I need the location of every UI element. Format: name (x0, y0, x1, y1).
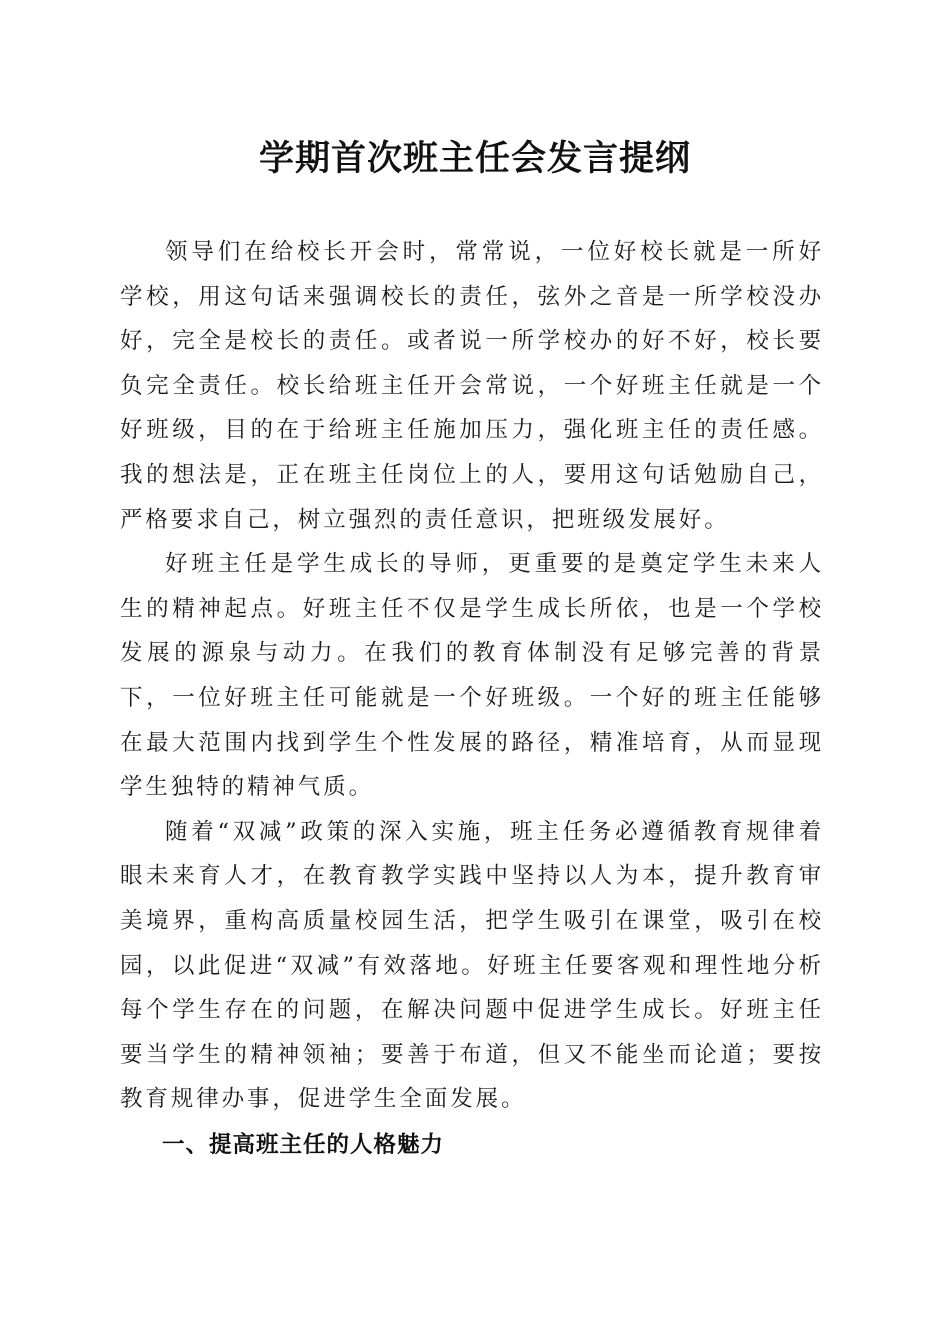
section-heading: 一、提高班主任的人格魅力 (162, 1131, 445, 1158)
paragraph-3: 随着“双减”政策的深入实施，班主任务必遵循教育规律着眼未来育人才，在教育教学实践中坚持以人为本，提升教育审美境界，重构高质量校园生活，把学生吸引在课堂，吸引在校园，以此促进“双减”有效落地。好班主任要客观和理性地分析每个学生存在的问题，在解决问题中促进学生成长。好班主任要当学生的精神领袖；要善于布道，但又不能坐而论道；要按教育规律办事，促进学生全面发展。 (120, 818, 824, 1113)
document-body (120, 230, 824, 1168)
paragraph-1: 领导们在给校长开会时，常常说，一位好校长就是一所好学校，用这句话来强调校长的责任，弦外之音是一所学校没办好，完全是校长的责任。或者说一所学校办的好不好，校长要负完全责任。校长给班主任开会常说，一个好班主任就是一个好班级，目的在于给班主任施加压力，强化班主任的责任感。我的想法是，正在班主任岗位上的人，要用这句话勉励自己，严格要求自己，树立强烈的责任意识，把班级发展好。 (120, 239, 824, 533)
document-title: 学期首次班主任会发言提纲 (258, 138, 691, 179)
paragraph-2: 好班主任是学生成长的导师，更重要的是奠定学生未来人生的精神起点。好班主任不仅是学生成长所依，也是一个学校发展的源泉与动力。在我们的教育体制没有足够完善的背景下，一位好班主任可能就是一个好班级。一个好的班主任能够在最大范围内找到学生个性发展的路径，精准培育，从而显现学生独特的精神气质。 (120, 551, 824, 801)
